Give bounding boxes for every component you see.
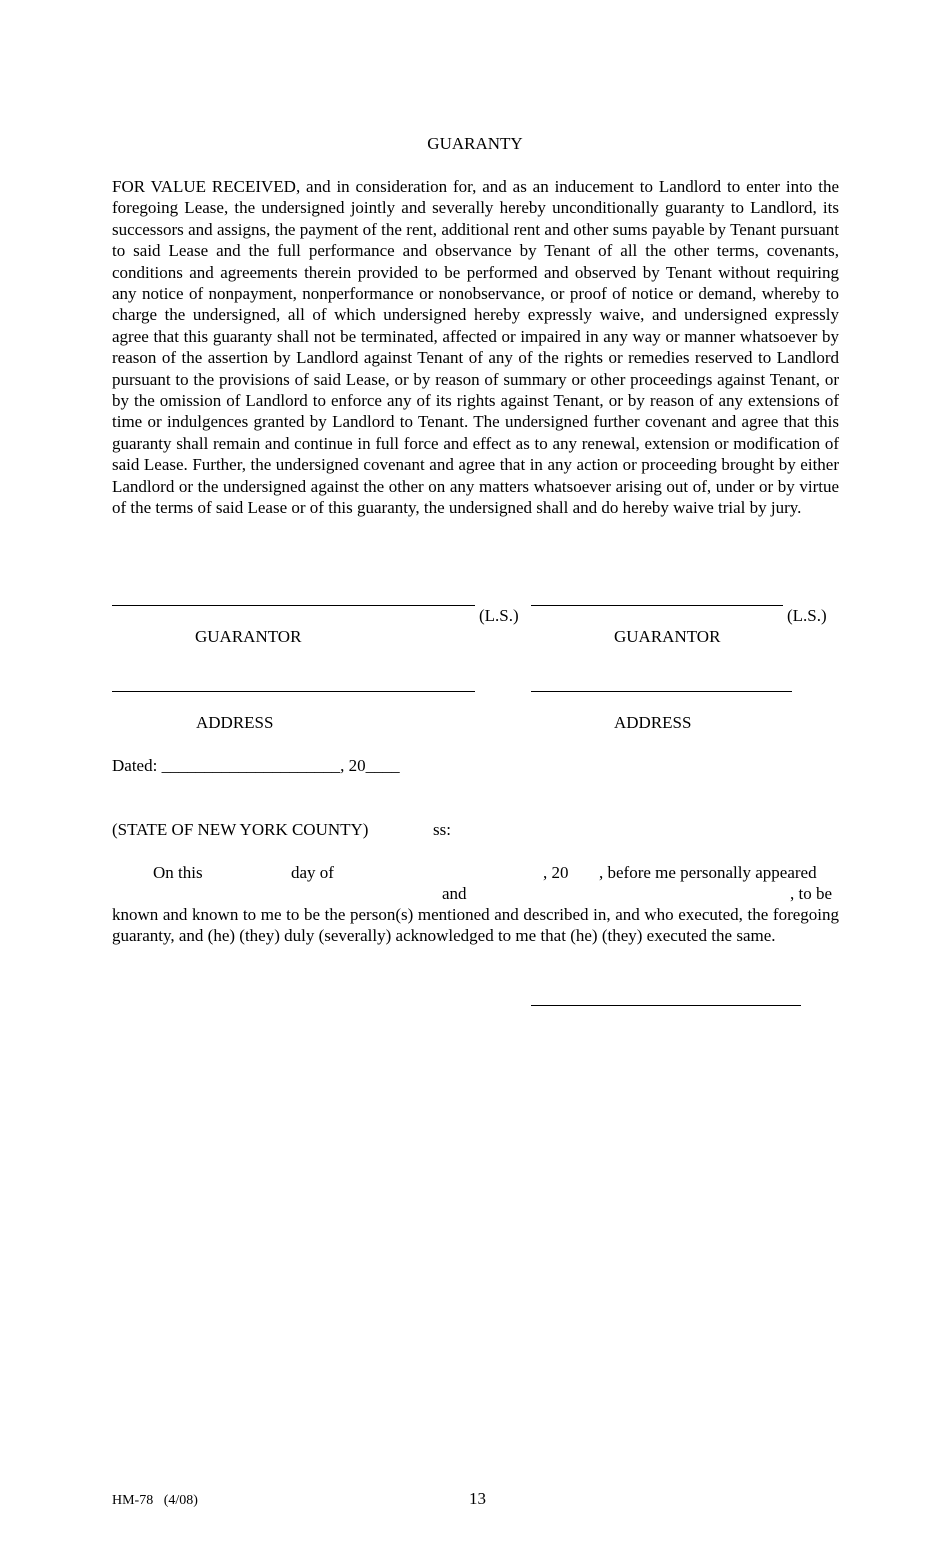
notary-to-be: , to be [790, 884, 833, 903]
guarantor-2-address-line[interactable] [531, 691, 792, 692]
notary-acknowledgment-text: known and known to me to be the person(s) mentioned and described in, and who executed, the foregoing guaranty, and (he) (they) duly (severally) acknowledged to me that (he) (they) executed the same. [112, 905, 839, 946]
dated-year-prefix: , 20 [340, 756, 366, 775]
notary-day-of: day of [291, 863, 334, 882]
form-id: HM-78 (4/08) [112, 1493, 198, 1508]
guarantor-1-address-label: ADDRESS [196, 713, 274, 732]
guarantor-2-ls-marker: (L.S.) [787, 606, 827, 625]
guarantor-1-label: GUARANTOR [195, 627, 302, 646]
notary-and: and [442, 884, 467, 903]
dated-blank[interactable]: _____________________ [161, 756, 341, 775]
notary-appeared: , before me personally appeared [599, 863, 817, 882]
page-number: 13 [469, 1489, 486, 1508]
guarantor-2-address-label: ADDRESS [614, 713, 692, 732]
guarantor-1-signature-line[interactable] [112, 605, 475, 606]
dated-line [112, 755, 400, 776]
guarantor-1-ls-marker: (L.S.) [479, 606, 519, 625]
guarantor-2-label: GUARANTOR [614, 627, 721, 646]
document-title: GUARANTY [427, 134, 523, 153]
notary-venue: (STATE OF NEW YORK COUNTY) [112, 820, 369, 839]
notary-year: , 20 [543, 863, 569, 882]
dated-year-blank[interactable]: ____ [365, 756, 400, 775]
dated-label: Dated: [112, 756, 162, 775]
notary-ss: ss: [433, 820, 451, 839]
notary-on-this: On this [153, 863, 203, 882]
guarantor-2-signature-line[interactable] [531, 605, 783, 606]
guaranty-body-text: FOR VALUE RECEIVED, and in consideration for, and as an inducement to Landlord to enter into the foregoing Lease, the undersigned jointly and severally hereby unconditionally guaranty to Landlord, its successors and assigns, the payment of the rent, additional rent and other sums payable by Tenant pursuant to said Lease and the full performance and observance by Tenant of all the other terms, covenants, conditions and agreements therein provided to be performed and observed by Tenant without requiring any notice of nonpayment, nonperformance or nonobservance, or proof of notice or demand, whereby to charge the undersigned, all of which undersigned hereby expressly waive, and undersigned expressly agree that this guaranty shall not be terminated, affected or impaired in any way or manner whatsoever by reason of the assertion by Landlord against Tenant of any of the rights or remedies reserved to Landlord pursuant to the provisions of said Lease, or by reason of summary or other proceedings against Tenant, or by the omission of Landlord to enforce any of its rights against Tenant, or by reason of any extensions of time or indulgences granted by Landlord to Tenant. The undersigned further covenant and agree that this guaranty shall remain and continue in full force and effect as to any renewal, extension or modification of said Lease. Further, the undersigned covenant and agree that in any action or proceeding brought by either Landlord or the undersigned against the other on any matters whatsoever arising out of, under or by virtue of the terms of said Lease or of this guaranty, the undersigned shall and do hereby waive trial by jury. [112, 177, 839, 518]
notary-signature-line[interactable] [531, 1005, 801, 1006]
guarantor-1-address-line[interactable] [112, 691, 475, 692]
